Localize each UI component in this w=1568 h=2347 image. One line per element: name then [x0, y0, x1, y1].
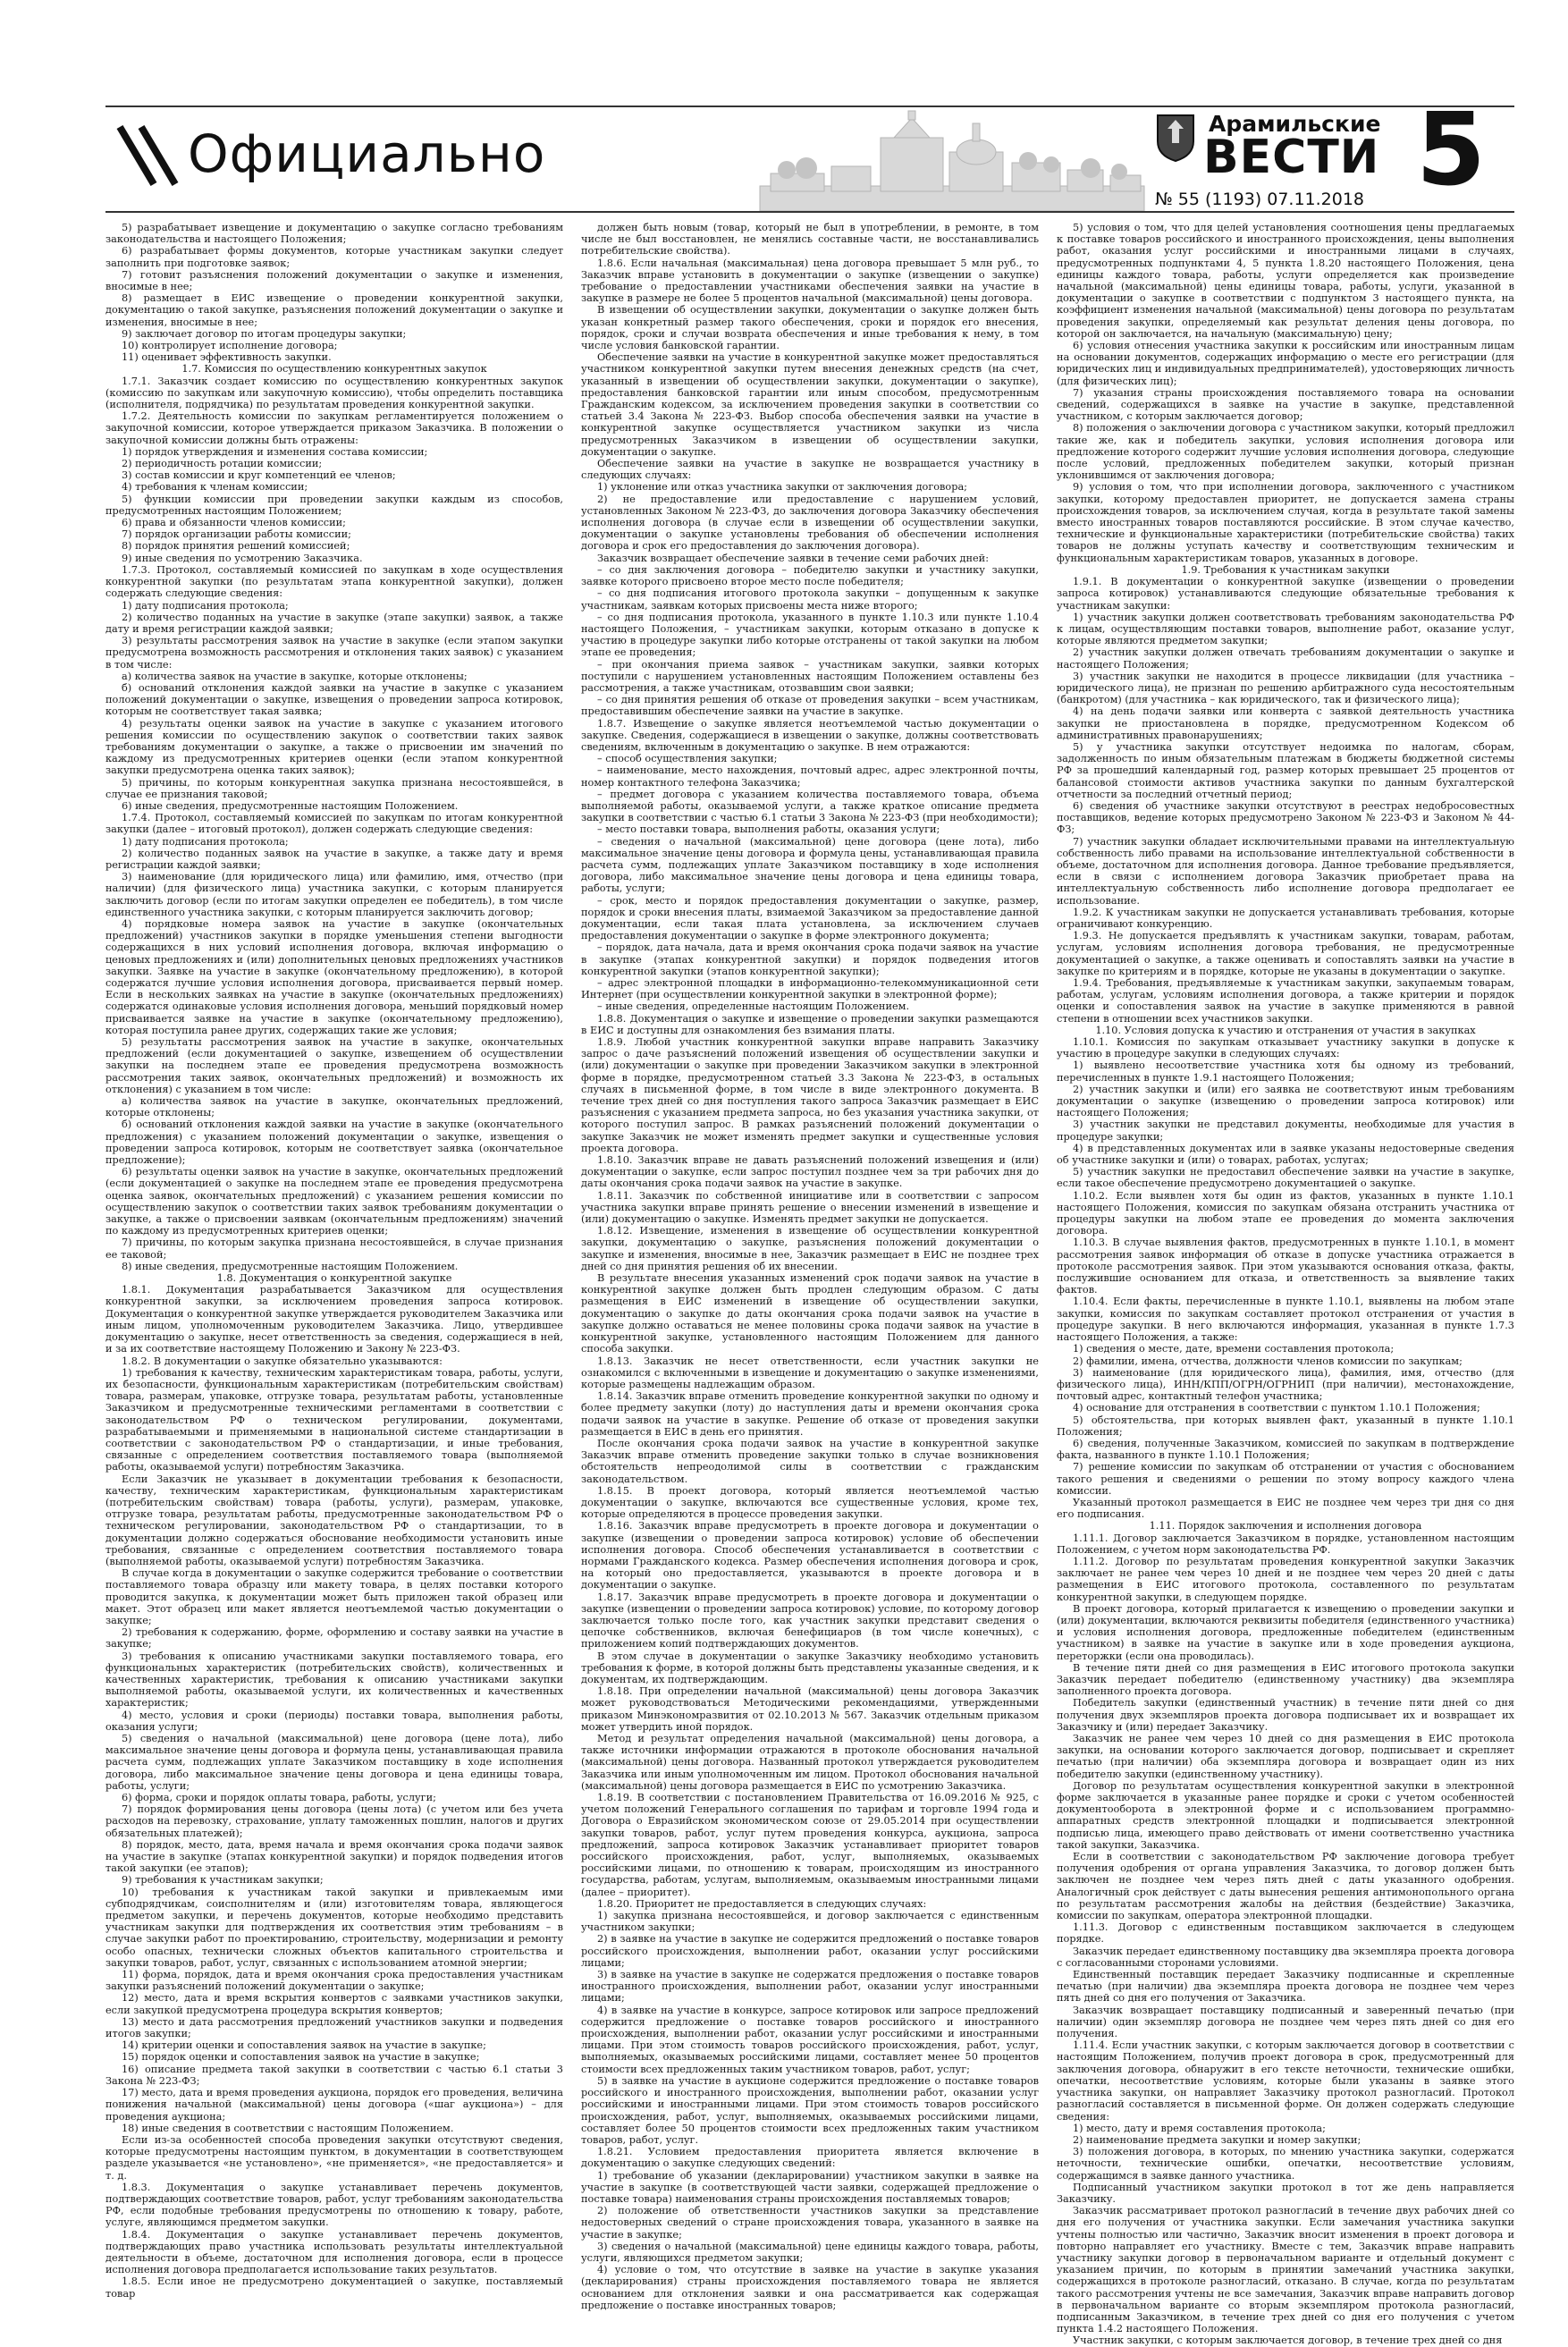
paragraph: 2) не предоставление или предоставление с нарушением условий, установленных Законом № 223-ФЗ, до заключения договора Заказчику обеспечения исполнения договора (в случае если в извещении об осуществлении закупки, документации о закупке установлены требования об обеспечении исполнения договора и срок его предоставления до заключения договора).: [581, 493, 1039, 553]
paragraph: 11) оценивает эффективность закупки.: [122, 351, 332, 364]
paragraph: Победитель закупки (единственный участник) в течение пяти дней со дня получения двух экземпляров проекта договора подписывает их и возвращает их Заказчику и (или) передает Заказчику.: [1057, 1697, 1514, 1733]
masthead: [0, 0, 1568, 218]
paragraph: 1) требование об указании (декларировании) участником закупки в заявке на участие в закупке (в соответствующей части заявки, содержащей предложение о поставке товара) наименования страны происхождения поставляемых товаров;: [581, 2169, 1039, 2205]
paragraph: В результате внесения указанных изменений срок подачи заявок на участие в конкурентной закупке должен быть продлен следующим образом. С даты размещения в ЕИС изменений в извещение об осуществлении закупки, документацию о закупке до даты окончания срока подачи заявок на участие в закупке должно оставаться не менее половины срока подачи заявок на участие в конкурентной закупке, установленного настоящим Положением для данного способа закупки.: [581, 1272, 1039, 1355]
paragraph: 1.8.7. Извещение о закупке является неотъемлемой частью документации о закупке. Сведения, содержащиеся в извещении о закупке, должны соответствовать сведениям, включенным в документацию о закупке. В нем отражаются:: [581, 717, 1039, 753]
section-heading: 1.9. Требования к участникам закупки: [1181, 563, 1390, 576]
paragraph: 5) условия о том, что для целей установления соотношения цены предлагаемых к поставке товаров российского и иностранного происхождения, цены выполнения работ, оказания услуг российскими и иностранными лицами в случаях, предусмотренных подпунктами 4, 5 пункта 1.8.20 настоящего Положения, цена единицы каждого товара, работы, услуги определяется как произведение начальной (максимальной) цены единицы товара, работы, услуги, указанной в документации о закупке в соответствии с подпунктом 3 настоящего пункта, на коэффициент изменения начальной (максимальной) цены договора по результатам проведения закупки, определяемый как результат деления цены договора, по которой он заключается, на начальную (максимальную) цену;: [1057, 222, 1514, 340]
paragraph: 1.10.4. Если факты, перечисленные в пункте 1.10.1, выявлены на любом этапе закупки, комиссия по закупкам составляет протокол отстранения от участия в процедуре закупки. В него включаются информация, указанная в пункте 1.7.3 настоящего Положения, а также:: [1057, 1296, 1514, 1344]
paragraph: 3) в заявке на участие в закупке не содержатся предложения о поставке товаров иностранного происхождения, выполнении работ, оказании услуг иностранными лицами;: [581, 1969, 1039, 2005]
paragraph: 1.7.3. Протокол, составляемый комиссией по закупкам в ходе осуществления конкурентной закупки (по результатам этапа конкурентной закупки), должен содержать следующие сведения:: [105, 563, 563, 600]
paragraph: 1.10.1. Комиссия по закупкам отказывает участнику закупки в допуске к участию в процедуре закупки в следующих случаях:: [1057, 1036, 1514, 1060]
paragraph: 18) иные сведения в соответствии с настоящим Положением.: [122, 2122, 454, 2134]
article-columns: [105, 222, 1514, 2347]
paragraph: 3) наименование (для юридического лица), фамилия, имя, отчество (для физического лица), ИНН/КПП/ОГРН/ОГРНИП (при наличии), местонахождение, почтовый адрес, контактный телефон участника;: [1057, 1366, 1514, 1403]
paragraph: 5) у участника закупки отсутствует недоимка по налогам, сборам, задолженность по иным обязательным платежам в бюджеты бюджетной системы РФ за прошедший календарный год, размер которых превышает 25 процентов от балансовой стоимости активов участника закупки по данным бухгалтерской отчетности за последний отчетный период;: [1057, 740, 1514, 800]
paragraph: 2) в заявке на участие в закупке не содержится предложений о поставке товаров российского происхождения, выполнении работ, оказании услуг российскими лицами;: [581, 1933, 1039, 1969]
paragraph: Подписанный участником закупки протокол в тот же день направляется Заказчику.: [1057, 2181, 1514, 2205]
paragraph: Заказчик возвращает поставщику подписанный и заверенный печатью (при наличии) один экземпляр договора не позднее чем через пять дней со дня его получения.: [1057, 2004, 1514, 2040]
paragraph: 4) основание для отстранения в соответствии с пунктом 1.10.1 Положения;: [1073, 1402, 1480, 1414]
paragraph: 7) порядок организации работы комиссии;: [122, 528, 351, 541]
text-column-3: [1057, 222, 1514, 2347]
paragraph: – со дня подписания протокола, указанного в пункте 1.10.3 или пункте 1.10.4 настоящего Положения, – участникам закупки, которым отказано в допуске к участию в процедуре закупки либо которые отстранены от такой закупки на любом этапе ее проведения;: [581, 611, 1039, 659]
paragraph: В этом случае в документации о закупке Заказчику необходимо установить требования к форме, в которой должны быть представлены указанные сведения, и к документам, их подтверждающим.: [581, 1650, 1039, 1685]
paragraph: 8) порядок, место, дата, время начала и время окончания срока подачи заявок на участие в закупке (этапах конкурентной закупки) и порядок подведения итогов такой закупки (ее этапов);: [105, 1838, 563, 1875]
paragraph: 3) положения договора, в которых, по мнению участника закупки, содержатся неточности, технические ошибки, опечатки, несоответствие условиям, содержащимся в заявке данного участника.: [1057, 2146, 1514, 2182]
paragraph: 11) форма, порядок, дата и время окончания срока предоставления участникам закупки разъяснений положений документации о закупке;: [105, 1969, 563, 1993]
paragraph: 1.11.4. Если участник закупки, с которым заключается договор в соответствии с настоящим Положением, получив проект договора в срок, предусмотренный для заключения договора, обнаружит в его тексте неточности, технические ошибки, опечатки, несоответствие условиям, которые были указаны в заявке этого участника закупки, он направляет Заказчику протокол разногласий. Протокол разногласий составляется в письменной форме. Он должен содержать следующие сведения:: [1057, 2039, 1514, 2123]
paragraph: 1) дату подписания протокола;: [122, 599, 289, 612]
paragraph: 15) порядок оценки и сопоставления заявок на участие в закупке;: [122, 2051, 480, 2064]
paragraph: 6) условия отнесения участника закупки к российским или иностранным лицам на основании документов, содержащих информацию о месте его регистрации (для юридических лиц и индивидуальных предпринимателей), удостоверяющих личность (для физических лиц);: [1057, 340, 1514, 387]
paragraph: 6) сведения об участнике закупки отсутствуют в реестрах недобросовестных поставщиков, ведение которых предусмотрено Законом № 223-ФЗ и Законом № 44-ФЗ;: [1057, 799, 1514, 836]
paragraph: – предмет договора с указанием количества поставляемого товара, объема выполняемой работы, оказываемой услуги, а также краткое описание предмета закупки в соответствии с частью 6.1 статьи 3 Закона № 223-ФЗ (при необходимости);: [581, 788, 1039, 824]
paragraph: 6) форма, сроки и порядок оплаты товара, работы, услуги;: [122, 1792, 436, 1804]
paragraph: 6) сведения, полученные Заказчиком, комиссией по закупкам в подтверждение факта, названного в пункте 1.10.1 Положения;: [1057, 1437, 1514, 1462]
paragraph: 3) требования к описанию участниками закупки поставляемого товара, его функциональных характеристик (потребительских свойств), количественных и качественных характеристик, требования к описанию участниками закупки выполняемой работы, оказываемой услуги, их количественных и качественных характеристик;: [105, 1650, 563, 1710]
paragraph: Метод и результат определения начальной (максимальной) цены договора, а также источники информации отражаются в протоколе обоснования начальной (максимальной) цены договора. Названный протокол утверждается руководителем Заказчика или иным уполномоченным им лицом. Протокол обоснования начальной (максимальной) цены договора размещается в ЕИС по усмотрению Заказчика.: [581, 1733, 1039, 1792]
paragraph: 1.7.4. Протокол, составляемый комиссией по закупкам по итогам конкурентной закупки (далее – итоговый протокол), должен содержать следующие сведения:: [105, 812, 563, 836]
paragraph: 4) в заявке на участие в конкурсе, запросе котировок или запросе предложений содержится предложение о поставке товаров российского и иностранного происхождения, выполнении работ, оказании услуг российскими и иностранными лицами. При этом стоимость товаров российского происхождения, работ, услуг, выполняемых, оказываемых российскими лицами, составляет менее 50 процентов стоимости всех предложенных таким участником товаров, работ, услуг;: [581, 2004, 1039, 2075]
paragraph: 1.8.4. Документация о закупке устанавливает перечень документов, подтверждающих право участника использовать результаты интеллектуальной деятельности в объеме, достаточном для исполнения договора, если в процессе исполнения договора предполагается использование таких результатов.: [105, 2228, 563, 2276]
paragraph: 1.8.2. В документации о закупке обязательно указываются:: [122, 1355, 443, 1367]
paragraph: Обеспечение заявки на участие в конкурентной закупке может предоставляться участником конкурентной закупки путем внесения денежных средств (на счет, указанный в извещении об осуществлении закупки, документации о закупке), предоставления банковской гарантии или иным способом, предусмотренным Гражданским кодексом, за исключением проведения закупки в соответствии со статьей 3.4 Закона № 223-ФЗ. Выбор способа обеспечения заявки на участие в конкурентной закупке осуществляется участником закупки из числа предусмотренных Заказчиком в извещении об осуществлении закупки, документации о закупке.: [581, 351, 1039, 458]
paragraph: 7) порядок формирования цены договора (цены лота) (с учетом или без учета расходов на перевозку, страхование, уплату таможенных пошлин, налогов и других обязательных платежей);: [105, 1803, 563, 1839]
paragraph: 3) участник закупки не представил документы, необходимые для участия в процедуре закупки;: [1057, 1119, 1514, 1143]
paragraph: 16) описание предмета такой закупки в соответствии с частью 6.1 статьи 3 Закона № 223-ФЗ;: [105, 2063, 563, 2087]
paragraph: 1.7.2. Деятельность комиссии по закупкам регламентируется положением о закупочной комиссии, которое утверждается приказом Заказчика. В положении о закупочной комиссии должны быть отражены:: [105, 410, 563, 446]
paragraph: 10) контролирует исполнение договора;: [122, 340, 338, 352]
paragraph: 1.8.21. Условием предоставления приоритета является включение в документацию о закупке следующих сведений:: [581, 2146, 1039, 2170]
paragraph: 2) участник закупки и (или) его заявка не соответствуют иным требованиям документации о закупке (извещению о проведении запроса котировок) или настоящего Положения;: [1057, 1083, 1514, 1119]
paragraph: В случае когда в документации о закупке содержится требование о соответствии поставляемого товара образцу или макету товара, в целях поставки которого проводится закупка, к документации может быть приложен такой образец или макет. Этот образец или макет является неотъемлемой частью документации о закупке;: [105, 1567, 563, 1626]
paragraph: 1.8.17. Заказчик вправе предусмотреть в проекте договора и документации о закупке (извещении о проведении запроса котировок) условие, по которому договор заключается только после того, как участник закупки представит сведения о цепочке собственников, включая бенефициаров (в том числе конечных), с приложением копий подтверждающих документов.: [581, 1591, 1039, 1650]
paragraph: 1.11.2. Договор по результатам проведения конкурентной закупки Заказчик заключает не ранее чем через 10 дней и не позднее чем через 20 дней с даты размещения в ЕИС итогового протокола, составленного по результатам конкурентной закупки, в следующем порядке.: [1057, 1555, 1514, 1603]
paragraph: 1.8.9. Любой участник конкурентной закупки вправе направить Заказчику запрос о даче разъяснений положений извещения об осуществлении закупки и (или) документации о закупке при проведении Заказчиком закупки в электронной форме в порядке, предусмотренном статьей 3.3 Закона № 223-ФЗ, в остальных случаях в письменной форме, в том числе в виде электронного документа. В течение трех дней со дня поступления такого запроса Заказчик размещает в ЕИС разъяснения с указанием предмета запроса, но без указания участника закупки, от которого поступил запрос. В рамках разъяснений положений документации о закупке Заказчик не может изменять предмет закупки и существенные условия проекта договора.: [581, 1036, 1039, 1154]
paragraph: 8) иные сведения, предусмотренные настоящим Положением.: [122, 1260, 459, 1272]
paragraph: 1.11.1. Договор заключается Заказчиком в порядке, установленном настоящим Положением, с учетом норм законодательства РФ.: [1057, 1532, 1514, 1556]
paragraph: 1.8.6. Если начальная (максимальная) цена договора превышает 5 млн руб., то Заказчик вправе установить в документации о закупке (извещении о закупке) требование о предоставлении участниками обеспечения заявки на участие в закупке в размере не более 5 процентов начальной (максимальной) цены договора.: [581, 257, 1039, 305]
paragraph: 2) периодичность ротации комиссии;: [122, 458, 323, 470]
paragraph: 5) участник закупки не предоставил обеспечение заявки на участие в закупке, если такое обеспечение предусмотрено документацией о закупке.: [1057, 1166, 1514, 1190]
section-heading: 1.10. Условия допуска к участию и отстранения от участия в закупках: [1095, 1024, 1476, 1036]
paragraph: 5) сведения о начальной (максимальной) цене договора (цене лота), либо максимальное значение цены договора и формула цены, устанавливающая правила расчета сумм, подлежащих уплате Заказчиком поставщику в ходе исполнения договора, либо максимальное значение цены договора и цена единицы товара, работы, услуги;: [105, 1733, 563, 1792]
paragraph: 9) условия о том, что при исполнении договора, заключенного с участником закупки, которому предоставлен приоритет, не допускается замена страны происхождения товаров, за исключением случая, когда в результате такой замены вместо иностранных товаров поставляются российские. В этом случае качество, технические и функциональные характеристики (потребительские свойства) таких товаров не должны уступать качеству и соответствующим техническим и функциональным характеристикам товаров, указанных в договоре.: [1057, 481, 1514, 564]
paragraph: В проект договора, который прилагается к извещению о проведении закупки и (или) документации, включаются реквизиты победителя (единственного участника) и условия исполнения договора, предложенные победителем (единственным участником) в заявке на участие в закупке или в ходе проведения аукциона, переторжки (если она проводилась).: [1057, 1602, 1514, 1662]
paragraph: – со дня заключения договора – победителю закупки и участнику закупки, заявке которого присвоено второе место после победителя;: [581, 563, 1039, 588]
paragraph: 8) порядок принятия решений комиссией;: [122, 540, 350, 553]
text-column-2: [581, 222, 1039, 2347]
page-number: 5: [1416, 92, 1486, 208]
paragraph: 2) требования к содержанию, форме, оформлению и составу заявки на участие в закупке;: [105, 1626, 563, 1650]
paragraph: 1) дату подписания протокола;: [122, 835, 289, 848]
paragraph: 5) результаты рассмотрения заявок на участие в закупке, окончательных предложений (если документацией о закупке, извещением об осуществлении закупки на последнем этапе ее проведения предусмотрена возможность рассмотрения таких заявок, окончательных предложений) и возможность их отклонения) с указанием в том числе:: [105, 1036, 563, 1095]
paragraph: 4) условие о том, что отсутствие в заявке на участие в закупке указания (декларирования) страны происхождения поставляемого товара не является основанием для отклонения заявки и она рассматривается как содержащая предложение о поставке иностранных товаров;: [581, 2264, 1039, 2311]
paragraph: 14) критерии оценки и сопоставления заявок на участие в закупке;: [122, 2039, 486, 2052]
paragraph: – со дня подписания итогового протокола закупки – допущенным к закупке участникам, заявкам которых присвоены места ниже второго;: [581, 587, 1039, 612]
paragraph: 1.8.5. Если иное не предусмотрено документацией о закупке, поставляемый товар: [105, 2275, 563, 2300]
paragraph: Заказчик возвращает обеспечение заявки в течение семи рабочих дней:: [597, 552, 990, 564]
paragraph: 3) состав комиссии и круг компетенций ее членов;: [122, 469, 396, 482]
paragraph: 1.10.2. Если выявлен хотя бы один из фактов, указанных в пункте 1.10.1 настоящего Положения, комиссия по закупкам обязана отстранить участника от процедуры закупки на любом этапе ее проведения до момента заключения договора.: [1057, 1189, 1514, 1237]
paragraph: 2) фамилии, имена, отчества, должности членов комиссии по закупкам;: [1073, 1355, 1463, 1367]
paragraph: 7) указания страны происхождения поставляемого товара на основании сведений, содержащихся в заявке на участие в закупке, представленной участником, с которым заключается договор;: [1057, 386, 1514, 423]
paragraph: 8) положения о заключении договора с участником закупки, который предложил такие же, как и победитель закупки, условия исполнения договора или предложение которого содержит лучшие условия исполнения договора, следующие после условий, предложенных победителем закупки, который признан уклонившимся от заключения договора;: [1057, 422, 1514, 482]
paragraph: – со дня принятия решения об отказе от проведения закупки – всем участникам, предоставившим обеспечение заявки на участие в закупке.: [581, 694, 1039, 718]
paragraph: 2) участник закупки должен отвечать требованиям документации о закупке и настоящего Положения;: [1057, 646, 1514, 671]
paragraph: В течение пяти дней со дня размещения в ЕИС итогового протокола закупки Заказчик передает победителю (единственному участнику) два экземпляра заполненного проекта договора.: [1057, 1661, 1514, 1698]
paragraph: Заказчик рассматривает протокол разногласий в течение двух рабочих дней со дня его получения от участника закупки. Если замечания участника закупки учтены полностью или частично, Заказчик вносит изменения в проект договора и повторно направляет его участнику. Вместе с тем, Заказчик вправе направить участнику закупки договор в первоначальном варианте и отдельный документ с указанием причин, по которым в принятии замечаний участника закупки, содержащихся в протоколе разногласий, отказано. В случае, когда по результатам такого рассмотрения учтены не все замечания, Заказчик вправе направить договор в первоначальном варианте со вторым экземпляром протокола разногласий, подписанным Заказчиком, в течение трех дней со дня его получения с учетом пункта 1.4.2 настоящего Положения.: [1057, 2205, 1514, 2335]
paragraph: 1.8.15. В проект договора, который является неотъемлемой частью документации о закупке, включаются все существенные условия, кроме тех, которые определяются в процессе проведения закупки.: [581, 1484, 1039, 1521]
paragraph: Заказчик не ранее чем через 10 дней со дня размещения в ЕИС протокола закупки, на основании которого заключается договор, подписывает и скрепляет печатью (при наличии) оба экземпляра договора и возвращает один из них победителю закупки (единственному участнику).: [1057, 1733, 1514, 1780]
paragraph: Участник закупки, с которым заключается договор, в течение трех дней со дня: [1073, 2334, 1503, 2347]
paragraph: 2) количество поданных заявок на участие в закупке, а также дату и время регистрации каждой заявки;: [105, 847, 563, 871]
paragraph: 2) количество поданных на участие в закупке (этапе закупки) заявок, а также дату и время регистрации каждой заявки;: [105, 611, 563, 635]
paragraph: 1) порядок утверждения и изменения состава комиссии;: [122, 445, 428, 458]
paragraph: – срок, место и порядок предоставления документации о закупке, размер, порядок и сроки внесения платы, взимаемой Заказчиком за предоставление данной документации, если такая плата установлена, за исключением случаев предоставления документации о закупке в форме электронного документа;: [581, 894, 1039, 942]
paragraph: 4) требования к членам комиссии;: [122, 481, 308, 494]
paragraph: 1.9.2. К участникам закупки не допускается устанавливать требования, которые ограничивают конкуренцию.: [1057, 906, 1514, 930]
paragraph: 7) причины, по которым закупка признана несостоявшейся, в случае признания ее таковой;: [105, 1237, 563, 1261]
paragraph: 2) наименование предмета закупки и номер закупки;: [1073, 2133, 1361, 2146]
paragraph: 1.8.14. Заказчик вправе отменить проведение конкурентной закупки по одному и более предмету закупки (лоту) до наступления даты и времени окончания срока подачи заявок на участие в закупке. Решение об отказе от проведения закупки размещается в ЕИС в день его принятия.: [581, 1390, 1039, 1438]
section-heading: 1.11. Порядок заключения и исполнения договора: [1149, 1520, 1422, 1532]
paragraph: 4) в представленных документах или в заявке указаны недостоверные сведения об участнике закупки и (или) о товарах, работах, услугах;: [1057, 1142, 1514, 1167]
paragraph: 1.8.10. Заказчик вправе не давать разъяснений положений извещения и (или) документации о закупке, если запрос поступил позднее чем за три рабочих дня до даты окончания срока подачи заявок на участие в закупке.: [581, 1154, 1039, 1190]
paragraph: 1.8.3. Документация о закупке устанавливает перечень документов, подтверждающих соответствие товаров, работ, услуг требованиям законодательства РФ, если подобные требования предусмотрены по отношению к товару, работе, услуге, являющимся предметом закупки.: [105, 2181, 563, 2229]
paragraph: 10) требования к участникам такой закупки и привлекаемым ими субподрядчикам, соисполнителям и (или) изготовителям товара, являющегося предметом закупки, и перечень документов, которые необходимо представить участникам закупки для подтверждения их соответствия этим требованиям – в случае закупки работ по проектированию, строительству, модернизации и ремонту особо опасных, технически сложных объектов капитального строительства и закупки товаров, работ, услуг, связанных с использованием атомной энергии;: [105, 1886, 563, 1969]
paragraph: 5) причины, по которым конкурентная закупка признана несостоявшейся, в случае ее признания таковой;: [105, 776, 563, 800]
section-heading: 1.7. Комиссия по осуществлению конкурентных закупок: [181, 363, 487, 376]
paragraph: 7) участник закупки обладает исключительными правами на интеллектуальную собственность либо правами на использование интеллектуальной собственности в объеме, достаточном для исполнения договора. Данное требование предъявляется, если в связи с исполнением договора Заказчик приобретает права на интеллектуальную собственность либо исполнение договора предполагает ее использование.: [1057, 835, 1514, 907]
paragraph: Обеспечение заявки на участие в закупке не возвращается участнику в следующих случаях:: [581, 458, 1039, 482]
paragraph: 13) место и дата рассмотрения предложений участников закупки и подведения итогов закупки;: [105, 2015, 563, 2040]
paragraph: а) количества заявок на участие в закупке, которые отклонены;: [122, 670, 468, 682]
paragraph: 2) положение об ответственности участников закупки за представление недостоверных сведений о стране происхождения товара, указанного в заявке на участие в закупке;: [581, 2205, 1039, 2241]
paragraph: 7) решение комиссии по закупкам об отстранении от участия с обоснованием такого решения и сведениями о решении по этому вопросу каждого члена комиссии.: [1057, 1461, 1514, 1497]
paragraph: должен быть новым (товар, который не был в употреблении, в ремонте, в том числе не был восстановлен, не менялись составные части, не восстанавливались потребительские свойства).: [581, 222, 1039, 257]
paragraph: Договор по результатам осуществления конкурентной закупки в электронной форме заключается в указанные ранее порядке и сроки с учетом особенностей документооборота в электронной форме и с использованием программно-аппаратных средств электронной площадки и подписывается электронной подписью лица, имеющего право действовать от имени соответственно участника такой закупки, Заказчика.: [1057, 1779, 1514, 1851]
paragraph: 1.7.1. Заказчик создает комиссию по осуществлению конкурентных закупок (комиссию по закупкам или закупочную комиссию), чтобы определить поставщика (исполнителя, подрядчика) по результатам проведения конкурентной закупки.: [105, 375, 563, 411]
paragraph: 5) функции комиссии при проведении закупки каждым из способов, предусмотренных настоящим Положением;: [105, 493, 563, 517]
paragraph: 1.9.4. Требования, предъявляемые к участникам закупки, закупаемым товарам, работам, услугам, условиям исполнения договора, а также критерии и порядок оценки и сопоставления заявок на участие в закупке применяются в равной степени в отношении всех участников закупки.: [1057, 977, 1514, 1025]
paragraph: 3) сведения о начальной (максимальной) цене единицы каждого товара, работы, услуги, являющихся предметом закупки;: [581, 2240, 1039, 2264]
paragraph: 1.8.19. В соответствии с постановлением Правительства от 16.09.2016 № 925, с учетом положений Генерального соглашения по тарифам и торговле 1994 года и Договора о Евразийском экономическом союзе от 29.05.2014 при осуществлении закупки товаров, работ, услуг путем проведения конкурса, аукциона, запроса предложений, запроса котировок Заказчик устанавливает приоритет товаров российского происхождения, работ, услуг, выполняемых, оказываемых российскими лицами, по отношению к товарам, происходящим из иностранного государства, работам, услугам, выполняемым, оказываемым иностранными лицами (далее – приоритет).: [581, 1792, 1039, 1898]
paragraph: 3) результаты рассмотрения заявок на участие в закупке (если этапом закупки предусмотрена возможность рассмотрения и отклонения таких заявок) с указанием в том числе:: [105, 635, 563, 671]
paragraph: 1) закупка признана несостоявшейся, и договор заключается с единственным участником закупки;: [581, 1910, 1039, 1934]
paragraph: – способ осуществления закупки;: [597, 753, 778, 765]
paragraph: 1) сведения о месте, дате, времени составления протокола;: [1073, 1343, 1395, 1355]
paragraph: 4) место, условия и сроки (периоды) поставки товара, выполнения работы, оказания услуги;: [105, 1709, 563, 1733]
text-column-1: [105, 222, 563, 2347]
paragraph: Если из-за особенностей способа проведения закупки отсутствуют сведения, которые предусмотрены настоящим пунктом, в документации в соответствующем разделе указывается «не установлено», «не применяется», «не предоставляется» и т. д.: [105, 2133, 563, 2182]
newspaper-name-top: Арамильские: [1209, 111, 1381, 137]
paragraph: 1.9.1. В документации о конкурентной закупке (извещении о проведении запроса котировок) устанавливаются следующие обязательные требования к участникам закупки:: [1057, 576, 1514, 612]
paragraph: – наименование, место нахождения, почтовый адрес, адрес электронной почты, номер контактного телефона Заказчика;: [581, 764, 1039, 789]
paragraph: 1) требования к качеству, техническим характеристикам товара, работы, услуги, их безопасности, функциональным характеристикам (потребительским свойствам) товара, размерам, упаковке, отгрузке товара, результатам работы, установленные Заказчиком и предусмотренные техническими регламентами в соответствии с законодательством РФ о техническом регулировании, документами, разрабатываемыми и применяемыми в национальной системе стандартизации в соответствии с законодательством РФ о стандартизации, и иные требования, связанные с определением соответствия поставляемого товара (выполняемой работы, оказываемой услуги) потребностям Заказчика.: [105, 1366, 563, 1473]
paragraph: 1) участник закупки должен соответствовать требованиям законодательства РФ к лицам, осуществляющим поставки товаров, выполнение работ, оказание услуг, которые являются предметом закупки;: [1057, 611, 1514, 647]
paragraph: б) оснований отклонения каждой заявки на участие в закупке (окончательного предложения) с указанием положений документации о закупке, извещения о проведении запроса котировок, которым не соответствует заявка (окончательное предложение);: [105, 1119, 563, 1167]
paragraph: – место поставки товара, выполнения работы, оказания услуги;: [597, 823, 940, 836]
paragraph: 1) выявлено несоответствие участника хотя бы одному из требований, перечисленных в пункте 1.9.1 настоящего Положения;: [1057, 1060, 1514, 1084]
paragraph: 4) результаты оценки заявок на участие в закупке с указанием итогового решения комиссии по осуществлению закупок о соответствии таких заявок требованиям документации о закупке, а также о присвоении им значений по каждому из предусмотренных критериев оценки (если этапом конкурентной закупки предусмотрена оценка таких заявок);: [105, 717, 563, 777]
paragraph: – при окончания приема заявок – участникам закупки, заявки которых поступили с нарушением установленных настоящим Положением оставлены без рассмотрения, а также участникам, отозвавшим свои заявки;: [581, 658, 1039, 694]
paragraph: 4) порядковые номера заявок на участие в закупке (окончательных предложений) участников закупки в порядке уменьшения степени выгодности содержащихся в них условий исполнения договора, включая информацию о ценовых предложениях и (или) дополнительных ценовых предложениях участников закупки. Заявке на участие в закупке (окончательному предложению), в которой содержатся лучшие условия исполнения договора, присваивается первый номер. Если в нескольких заявках на участие в закупке (окончательных предложениях) содержатся одинаковые условия исполнения договора, меньший порядковый номер присваивается заявке на участие в закупке (окончательному предложению), которая поступила ранее других, содержащих такие же условия;: [105, 917, 563, 1036]
paragraph: 6) иные сведения, предусмотренные настоящим Положением.: [122, 799, 459, 812]
paragraph: 1.8.12. Извещение, изменения в извещение об осуществлении конкурентной закупки, документацию о закупке, разъяснения положений документации о закупке и изменения, вносимые в нее, Заказчик размещает в ЕИС не позднее трех дней со дня принятия решения об их внесении.: [581, 1225, 1039, 1272]
paragraph: 9) требования к участникам закупки;: [122, 1874, 324, 1887]
town-crest-icon: [1155, 113, 1196, 163]
paragraph: 8) размещает в ЕИС извещение о проведении конкурентной закупки, документацию о такой закупке, разъяснения положений документации о закупке и изменения, вносимые в нее;: [105, 292, 563, 328]
paragraph: 1.8.20. Приоритет не предоставляется в следующих случаях:: [597, 1897, 927, 1910]
paragraph: 1.8.16. Заказчик вправе предусмотреть в проекте договора и документации о закупке (извещении о проведении запроса котировок) условие об обеспечении исполнения договора. Способ обеспечения устанавливается в соответствии с нормами Гражданского кодекса. Размер обеспечения исполнения договора и срок, на который оно предоставляется, указываются в проекте договора и в документации о закупке.: [581, 1520, 1039, 1591]
paragraph: 1.8.1. Документация разрабатывается Заказчиком для осуществления конкурентной закупки, за исключением проведения запроса котировок. Документация о конкурентной закупке утверждается руководителем Заказчика или иным лицом, уполномоченным руководителем Заказчика. Лицо, утвердившее документацию о закупке, несет ответственность за сведения, содержащиеся в ней, и за их соответствие настоящему Положению и Закону № 223-ФЗ.: [105, 1284, 563, 1355]
paragraph: 1.8.8. Документация о закупке и извещение о проведении закупки размещаются в ЕИС и доступны для ознакомления без взимания платы.: [581, 1012, 1039, 1036]
paragraph: 17) место, дата и время проведения аукциона, порядок его проведения, величина понижения начальной (максимальной) цены договора («шаг аукциона») – для проведения аукциона;: [105, 2087, 563, 2123]
paragraph: – сведения о начальной (максимальной) цене договора (цене лота), либо максимальное значение цены договора и формула цены, устанавливающая правила расчета сумм, подлежащих уплате Заказчиком поставщику в ходе исполнения договора, либо максимальное значение цены договора и цена единицы товара, работы, услуги;: [581, 835, 1039, 895]
paragraph: 6) разрабатывает формы документов, которые участникам закупки следует заполнить при подготовке заявок;: [105, 245, 563, 269]
paragraph: В извещении об осуществлении закупки, документации о закупке должен быть указан конкретный размер такого обеспечения, сроки и порядок его внесения, порядок, сроки и случаи возврата обеспечения и иные требования к нему, в том числе условия банковской гарантии.: [581, 304, 1039, 352]
paragraph: 9) заключает договор по итогам процедуры закупки;: [122, 327, 407, 340]
paragraph: а) количества заявок на участие в закупке, окончательных предложений, которые отклонены;: [105, 1095, 563, 1119]
paragraph: – адрес электронной площадки в информационно-телекоммуникационной сети Интернет (при осуществлении конкурентной закупки в электронной форме);: [581, 977, 1039, 1001]
paragraph: 1.10.3. В случае выявления фактов, предусмотренных в пункте 1.10.1, в момент рассмотрения заявок информация об отказе в допуске участника отражается в протоколе рассмотрения заявок. При этом указываются основания отказа, факты, послужившие основанием для отказа, и ответственность за выявление таких фактов.: [1057, 1237, 1514, 1296]
paragraph: 9) иные сведения по усмотрению Заказчика.: [122, 552, 363, 564]
masthead-bottom-rule: [105, 211, 1514, 213]
paragraph: После окончания срока подачи заявок на участие в конкурентной закупке Заказчик вправе отменить проведение закупки только в случае возникновения обстоятельств непреодолимой силы в соответствии с гражданским законодательством.: [581, 1437, 1039, 1485]
newspaper-name: ВЕСТИ: [1203, 131, 1380, 184]
paragraph: 1.11.3. Договор с единственным поставщиком заключается в следующем порядке.: [1057, 1921, 1514, 1946]
paragraph: 5) разрабатывает извещение и документацию о закупке согласно требованиям законодательства и настоящего Положения;: [105, 222, 563, 246]
paragraph: Заказчик передает единственному поставщику два экземпляра проекта договора с согласованными сторонами условиями.: [1057, 1945, 1514, 1969]
paragraph: 3) участник закупки не находится в процессе ликвидации (для участника – юридического лица), не признан по решению арбитражного суда несостоятельным (банкротом) (для участника – как юридического, так и физического лица);: [1057, 670, 1514, 706]
paragraph: 1.8.18. При определении начальной (максимальной) цены договора Заказчик может руководствоваться Методическими рекомендациями, утвержденными приказом Минэкономразвития от 02.10.2013 № 567. Заказчик отдельным приказом может утвердить иной порядок.: [581, 1685, 1039, 1733]
paragraph: 1.8.11. Заказчик по собственной инициативе или в соответствии с запросом участника закупки вправе принять решение о внесении изменений в извещение и (или) документацию о закупке. Изменять предмет закупки не допускается.: [581, 1189, 1039, 1226]
paragraph: 6) результаты оценки заявок на участие в закупке, окончательных предложений (если документацией о закупке на последнем этапе ее проведения предусмотрена оценка заявок, окончательных предложений) с указанием решения комиссии по осуществлению закупок о соответствии таких заявок требованиям документации о закупке, а также о присвоении заявкам (окончательным предложениям) значений по каждому из предусмотренных критериев оценки;: [105, 1166, 563, 1237]
double-slash-icon: [114, 125, 181, 188]
paragraph: Единственный поставщик передает Заказчику подписанные и скрепленные печатью (при наличии) два экземпляра проекта договора не позднее чем через пять дней со дня его получения от Заказчика.: [1057, 1969, 1514, 2005]
issue-number-date: № 55 (1193) 07.11.2018: [1155, 190, 1365, 209]
town-skyline-illustration: [760, 111, 1144, 211]
paragraph: 5) в заявке на участие в аукционе содержится предложение о поставке товаров российского и иностранного происхождения, выполнении работ, оказании услуг российскими и иностранными лицами. При этом стоимость товаров российского происхождения, работ, услуг, выполняемых, оказываемых российскими лицами, составляет более 50 процентов стоимости всех предложенных таким участником товаров, работ, услуг.: [581, 2074, 1039, 2146]
paragraph: 1) место, дату и время составления протокола;: [1073, 2122, 1326, 2134]
paragraph: 12) место, дата и время вскрытия конвертов с заявками участников закупки, если закупкой предусмотрена процедура вскрытия конвертов;: [105, 1992, 563, 2016]
paragraph: Если в соответствии с законодательством РФ заключение договора требует получения одобрения от органа управления Заказчика, то договор должен быть заключен не позднее чем через пять дней с даты указанного одобрения. Аналогичный срок действует с даты вынесения решения антимонопольного органа по результатам рассмотрения жалобы на действия (бездействие) Заказчика, комиссии по закупкам, оператора электронной площадки.: [1057, 1851, 1514, 1922]
paragraph: Если Заказчик не указывает в документации требования к безопасности, качеству, техническим характеристикам, функциональным характеристикам (потребительским свойствам) товара (работы, услуги), размерам, упаковке, отгрузке товара, результатам работы, предусмотренные законодательством РФ о техническом регулировании, законодательством РФ о стандартизации, то в документации должно содержаться обоснование необходимости установить иные требования, связанные с определением соответствия поставляемого товара (выполняемой работы, оказываемой услуги) потребностям Заказчика.: [105, 1473, 563, 1567]
paragraph: 7) готовит разъяснения положений документации о закупке и изменения, вносимые в нее;: [105, 268, 563, 293]
paragraph: 1.9.3. Не допускается предъявлять к участникам закупки, товарам, работам, услугам, условиям исполнения договора требования, не предусмотренные документацией о закупке, а также оценивать и сопоставлять заявки на участие в закупке по критериям и в порядке, которые не указаны в документации о закупке.: [1057, 930, 1514, 977]
paragraph: 1.8.13. Заказчик не несет ответственности, если участник закупки не ознакомился с включенными в извещение и документацию о закупке изменениями, которые размещены надлежащим образом.: [581, 1355, 1039, 1390]
paragraph: – порядок, дата начала, дата и время окончания срока подачи заявок на участие в закупке (этапах конкурентной закупки) и порядок подведения итогов конкурентной закупки (этапов конкурентной закупки);: [581, 941, 1039, 977]
section-heading: 1.8. Документация о конкурентной закупке: [216, 1272, 452, 1285]
paragraph: 1) уклонение или отказ участника закупки от заключения договора;: [597, 481, 967, 494]
paragraph: 6) права и обязанности членов комиссии;: [122, 517, 346, 529]
paragraph: 5) обстоятельства, при которых выявлен факт, указанный в пункте 1.10.1 Положения;: [1057, 1414, 1514, 1438]
paragraph: 4) на день подачи заявки или конверта с заявкой деятельность участника закупки не приостановлена в порядке, предусмотренном Кодексом об административных правонарушениях;: [1057, 705, 1514, 741]
paragraph: б) оснований отклонения каждой заявки на участие в закупке с указанием положений документации о закупке, извещения о проведении запроса котировок, которым не соответствует такая заявка;: [105, 681, 563, 718]
section-title: Официально: [188, 123, 546, 184]
paragraph: Указанный протокол размещается в ЕИС не позднее чем через три дня со дня его подписания.: [1057, 1496, 1514, 1521]
paragraph: 3) наименование (для юридического лица) или фамилию, имя, отчество (при наличии) (для физического лица) участника закупки, с которым планируется заключить договор (если по итогам закупки определен ее победитель), в том числе единственного участника закупки, с которым планируется заключить договор;: [105, 871, 563, 918]
paragraph: – иные сведения, определенные настоящим Положением.: [597, 1000, 910, 1013]
masthead-top-rule: [105, 106, 1514, 107]
